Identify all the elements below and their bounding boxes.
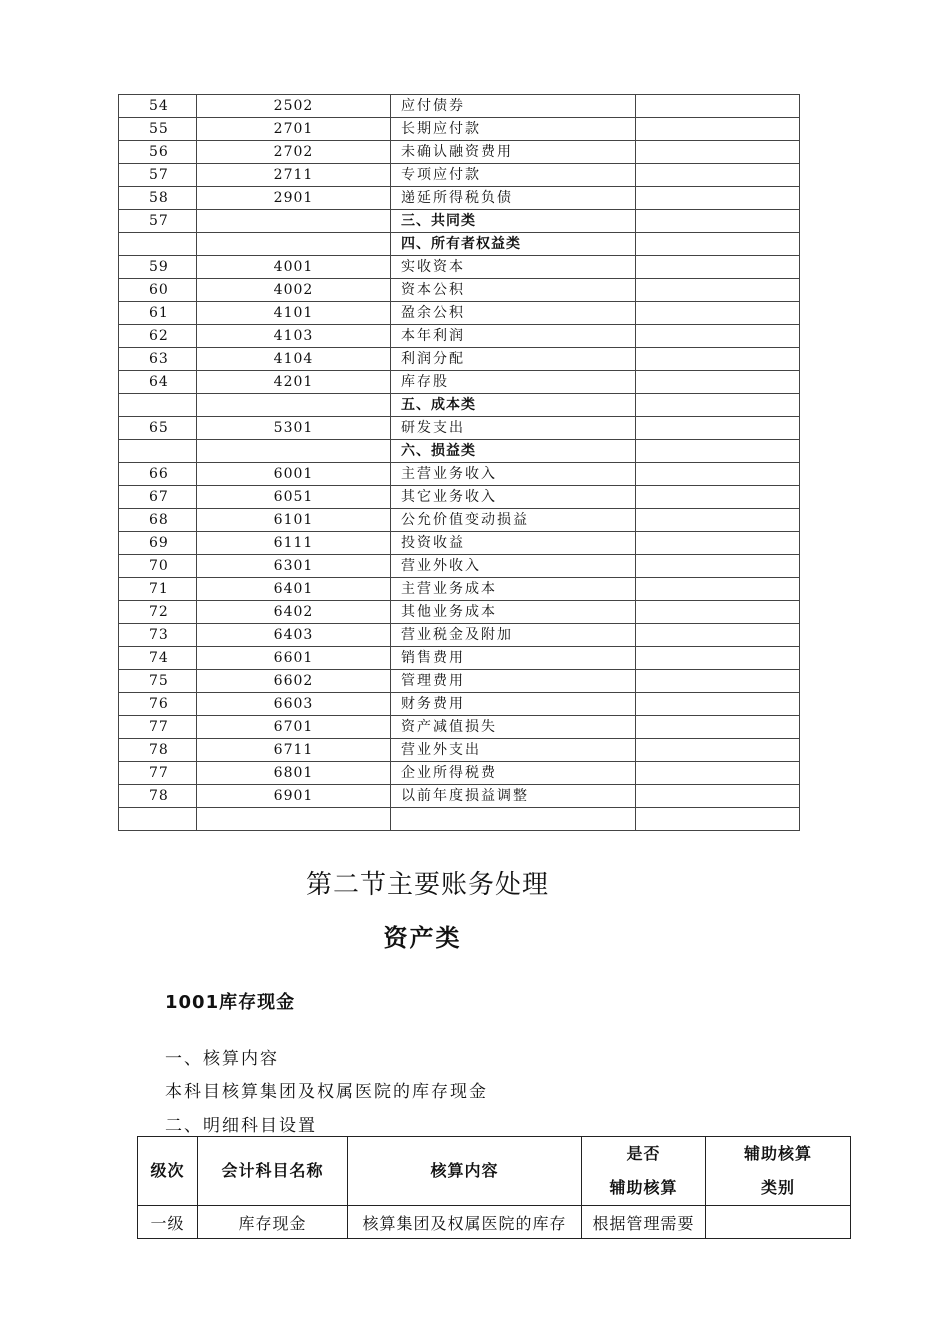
account-code — [197, 808, 391, 831]
detail-row — [138, 1206, 851, 1239]
account-name — [391, 808, 636, 831]
account-name: 其他业务成本 — [391, 601, 636, 624]
account-note — [636, 440, 800, 463]
account-name: 研发支出 — [391, 417, 636, 440]
account-code: 6001 — [197, 463, 391, 486]
row-number: 76 — [119, 693, 197, 716]
account-note — [636, 164, 800, 187]
row-number: 67 — [119, 486, 197, 509]
row-number: 68 — [119, 509, 197, 532]
table-row — [119, 555, 800, 578]
header-account-name: 会计科目名称 — [198, 1137, 348, 1206]
table-row — [119, 95, 800, 118]
account-name: 资产减值损失 — [391, 716, 636, 739]
row-number: 78 — [119, 785, 197, 808]
account-code: 6901 — [197, 785, 391, 808]
account-code — [197, 394, 391, 417]
table-row — [119, 141, 800, 164]
header-aux — [582, 1137, 706, 1206]
account-code: 6801 — [197, 762, 391, 785]
account-code: 4002 — [197, 279, 391, 302]
account-name: 长期应付款 — [391, 118, 636, 141]
row-number: 78 — [119, 739, 197, 762]
table-row — [119, 394, 800, 417]
account-note — [636, 302, 800, 325]
detail-aux-type — [706, 1206, 851, 1239]
row-number — [119, 233, 197, 256]
account-name: 主营业务收入 — [391, 463, 636, 486]
detail-aux: 根据管理需要 — [582, 1206, 706, 1239]
account-name: 以前年度损益调整 — [391, 785, 636, 808]
table-row — [119, 210, 800, 233]
account-code: 6711 — [197, 739, 391, 762]
row-number: 57 — [119, 164, 197, 187]
row-number: 74 — [119, 647, 197, 670]
account-name: 其它业务收入 — [391, 486, 636, 509]
account-name: 管理费用 — [391, 670, 636, 693]
account-note — [636, 647, 800, 670]
row-number: 56 — [119, 141, 197, 164]
account-note — [636, 417, 800, 440]
row-number: 60 — [119, 279, 197, 302]
accounting-content-text: 本科目核算集团及权属医院的库存现金 — [165, 1082, 488, 1102]
table-row — [119, 279, 800, 302]
table-row — [119, 509, 800, 532]
account-code: 2701 — [197, 118, 391, 141]
account-code: 4104 — [197, 348, 391, 371]
table-row — [119, 233, 800, 256]
account-note — [636, 279, 800, 302]
account-note — [636, 808, 800, 831]
account-note — [636, 394, 800, 417]
account-code: 6101 — [197, 509, 391, 532]
account-name: 库存股 — [391, 371, 636, 394]
account-code: 6402 — [197, 601, 391, 624]
table-row — [119, 624, 800, 647]
table-row — [119, 256, 800, 279]
row-number: 62 — [119, 325, 197, 348]
account-code: 6401 — [197, 578, 391, 601]
row-number: 59 — [119, 256, 197, 279]
row-number: 55 — [119, 118, 197, 141]
row-number: 64 — [119, 371, 197, 394]
header-level: 级次 — [138, 1137, 198, 1206]
account-name: 本年利润 — [391, 325, 636, 348]
table-row — [119, 371, 800, 394]
account-name: 销售费用 — [391, 647, 636, 670]
row-number: 57 — [119, 210, 197, 233]
account-note — [636, 670, 800, 693]
row-number: 73 — [119, 624, 197, 647]
detail-account-name: 库存现金 — [198, 1206, 348, 1239]
row-number: 71 — [119, 578, 197, 601]
account-code: 6051 — [197, 486, 391, 509]
row-number: 58 — [119, 187, 197, 210]
account-name: 六、损益类 — [391, 440, 636, 463]
account-code: 4101 — [197, 302, 391, 325]
account-code — [197, 233, 391, 256]
account-code: 6603 — [197, 693, 391, 716]
chart-of-accounts-table — [118, 94, 800, 831]
account-name: 营业外支出 — [391, 739, 636, 762]
account-note — [636, 141, 800, 164]
account-code — [197, 210, 391, 233]
account-note — [636, 486, 800, 509]
account-name: 未确认融资费用 — [391, 141, 636, 164]
accounting-content-heading: 一、核算内容 — [165, 1049, 279, 1069]
account-code: 6602 — [197, 670, 391, 693]
detail-header-row — [138, 1137, 851, 1206]
account-name: 财务费用 — [391, 693, 636, 716]
account-code — [197, 440, 391, 463]
account-note — [636, 210, 800, 233]
account-note — [636, 785, 800, 808]
account-note — [636, 693, 800, 716]
account-note — [636, 555, 800, 578]
account-name: 利润分配 — [391, 348, 636, 371]
account-note — [636, 509, 800, 532]
row-number: 77 — [119, 716, 197, 739]
account-note — [636, 95, 800, 118]
header-aux-type-line1: 辅助核算 — [743, 1144, 812, 1163]
account-name: 应付债券 — [391, 95, 636, 118]
account-note — [636, 739, 800, 762]
row-number — [119, 440, 197, 463]
account-name: 营业外收入 — [391, 555, 636, 578]
account-name: 递延所得税负债 — [391, 187, 636, 210]
account-name: 盈余公积 — [391, 302, 636, 325]
table-row — [119, 532, 800, 555]
account-code: 4103 — [197, 325, 391, 348]
account-code: 5301 — [197, 417, 391, 440]
category-title: 资产类 — [383, 924, 462, 952]
table-row — [119, 187, 800, 210]
row-number: 61 — [119, 302, 197, 325]
table-row — [119, 440, 800, 463]
table-row — [119, 693, 800, 716]
detail-setup-heading: 二、明细科目设置 — [165, 1116, 317, 1136]
account-code: 4201 — [197, 371, 391, 394]
row-number: 77 — [119, 762, 197, 785]
account-name: 公允价值变动损益 — [391, 509, 636, 532]
table-row — [119, 325, 800, 348]
account-note — [636, 578, 800, 601]
section-title: 第二节主要账务处理 — [305, 870, 549, 900]
header-aux-line1: 是否 — [626, 1144, 661, 1163]
table-row — [119, 463, 800, 486]
account-note — [636, 463, 800, 486]
account-note — [636, 716, 800, 739]
account-name: 三、共同类 — [391, 210, 636, 233]
table-row — [119, 647, 800, 670]
account-name: 主营业务成本 — [391, 578, 636, 601]
account-code: 6701 — [197, 716, 391, 739]
row-number: 75 — [119, 670, 197, 693]
account-code: 6301 — [197, 555, 391, 578]
table-row — [119, 348, 800, 371]
account-note — [636, 118, 800, 141]
account-name: 投资收益 — [391, 532, 636, 555]
account-code: 6601 — [197, 647, 391, 670]
table-row — [119, 417, 800, 440]
table-row — [119, 164, 800, 187]
table-row — [119, 302, 800, 325]
account-note — [636, 371, 800, 394]
account-name: 实收资本 — [391, 256, 636, 279]
table-row — [119, 486, 800, 509]
account-code: 4001 — [197, 256, 391, 279]
table-row — [119, 670, 800, 693]
table-row — [119, 601, 800, 624]
account-note — [636, 325, 800, 348]
account-note — [636, 348, 800, 371]
account-heading: 1001库存现金 — [165, 992, 296, 1013]
header-aux-type-line2: 类别 — [760, 1178, 795, 1197]
account-note — [636, 601, 800, 624]
account-code: 6111 — [197, 532, 391, 555]
row-number — [119, 808, 197, 831]
account-code: 2502 — [197, 95, 391, 118]
table-row — [119, 739, 800, 762]
row-number: 70 — [119, 555, 197, 578]
account-note — [636, 532, 800, 555]
account-name: 资本公积 — [391, 279, 636, 302]
row-number: 63 — [119, 348, 197, 371]
header-aux-type — [706, 1137, 851, 1206]
account-code: 2901 — [197, 187, 391, 210]
detail-content: 核算集团及权属医院的库存 — [348, 1206, 582, 1239]
account-name: 企业所得税费 — [391, 762, 636, 785]
detail-level: 一级 — [138, 1206, 198, 1239]
account-note — [636, 762, 800, 785]
row-number: 66 — [119, 463, 197, 486]
account-name: 营业税金及附加 — [391, 624, 636, 647]
account-name: 专项应付款 — [391, 164, 636, 187]
row-number: 65 — [119, 417, 197, 440]
detail-account-table — [137, 1136, 851, 1239]
account-note — [636, 624, 800, 647]
account-note — [636, 187, 800, 210]
header-aux-line2: 辅助核算 — [609, 1178, 678, 1197]
chart-of-accounts-body — [119, 95, 800, 831]
header-content: 核算内容 — [348, 1137, 582, 1206]
account-code: 6403 — [197, 624, 391, 647]
row-number: 72 — [119, 601, 197, 624]
row-number: 69 — [119, 532, 197, 555]
table-row — [119, 716, 800, 739]
table-row — [119, 118, 800, 141]
account-note — [636, 256, 800, 279]
table-row — [119, 762, 800, 785]
row-number — [119, 394, 197, 417]
account-note — [636, 233, 800, 256]
account-name: 四、所有者权益类 — [391, 233, 636, 256]
table-row — [119, 785, 800, 808]
table-row — [119, 578, 800, 601]
row-number: 54 — [119, 95, 197, 118]
account-code: 2702 — [197, 141, 391, 164]
account-name: 五、成本类 — [391, 394, 636, 417]
table-row — [119, 808, 800, 831]
account-code: 2711 — [197, 164, 391, 187]
